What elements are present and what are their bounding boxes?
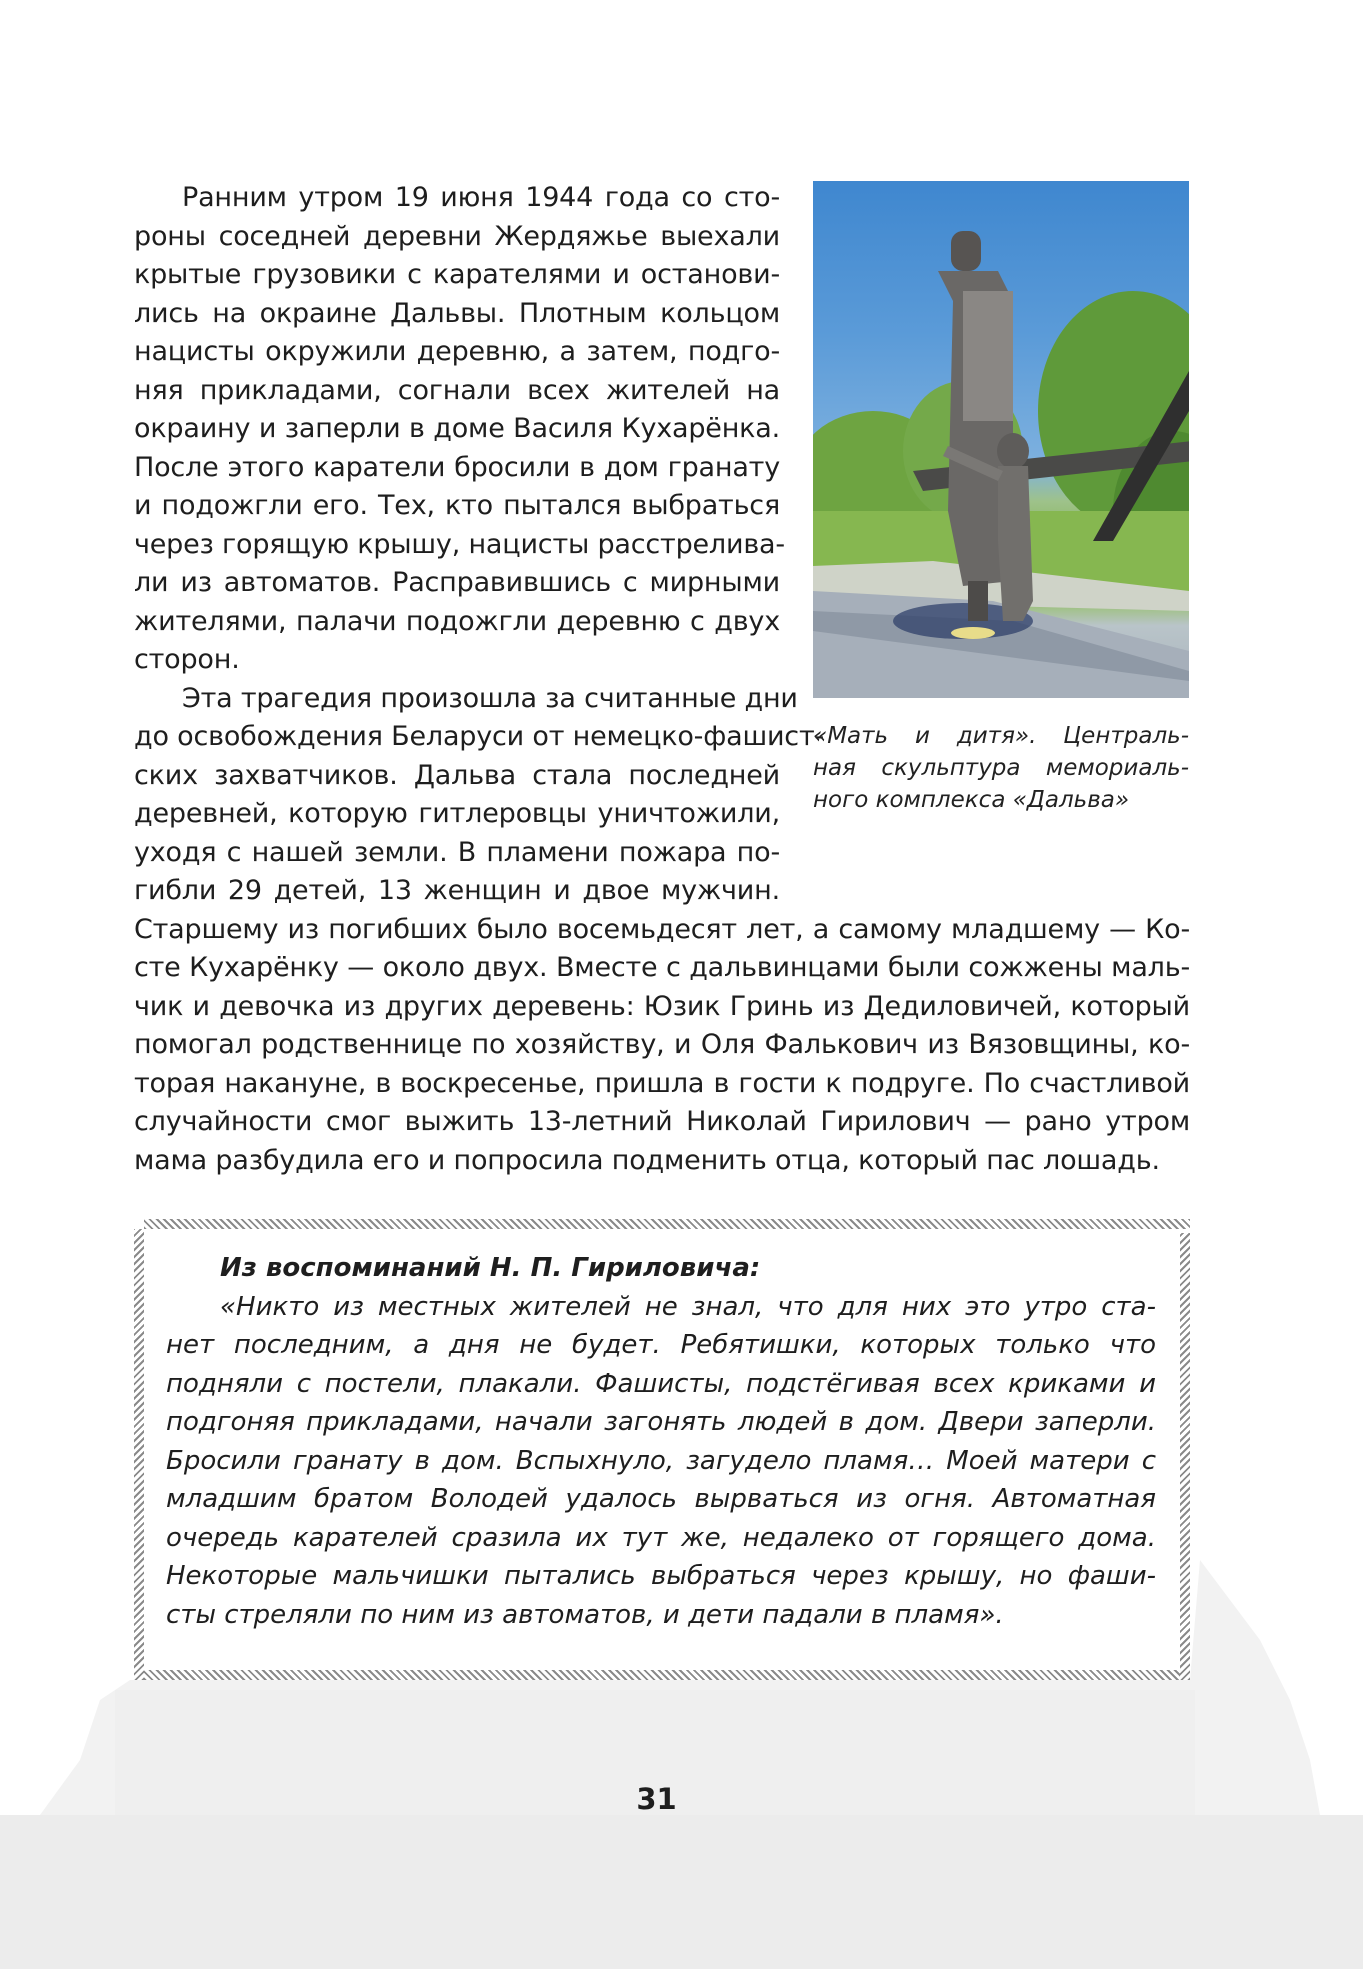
body-text-line: чик и девочка из других деревень: Юзик Гринь из Дедиловичей, который [134, 990, 1190, 1022]
body-text-line: лись на окраине Дальвы. Плотным кольцом [134, 297, 780, 329]
hatched-border-right [1180, 1233, 1190, 1680]
hatched-border-top [144, 1219, 1190, 1229]
quote-line: нет последним, а дня не будет. Ребятишки, которых только что [166, 1330, 1156, 1360]
hatched-border-left [134, 1229, 144, 1680]
body-text-line: мама разбудила его и попросила подменить отца, который пас лошадь. [134, 1144, 1160, 1176]
body-text-line: роны соседней деревни Жердяжье выехали [134, 220, 780, 252]
body-text-line: торая накануне, в воскресенье, пришла в гости к подруге. По счастливой [134, 1067, 1190, 1099]
memorial-sculpture-photo [813, 181, 1189, 698]
quote-line: младшим братом Володей удалось вырваться из огня. Автоматная [166, 1484, 1156, 1514]
body-text-line: деревней, которую гитлеровцы уничтожили, [134, 798, 780, 829]
quote-line: подняли с постели, плакали. Фашисты, подстёгивая всех криками и [166, 1368, 1156, 1399]
body-text-line: через горящую крышу, нацисты расстрелива- [134, 528, 785, 560]
body-text-line: ли из автоматов. Расправившись с мирными [134, 567, 780, 598]
body-text-line: нацисты окружили деревню, а затем, подго- [134, 336, 780, 367]
quote-line: подгоняя прикладами, начали загонять людей в дом. Двери заперли. [166, 1407, 1156, 1437]
quote-title: Из воспоминаний Н. П. Гириловича: [220, 1253, 761, 1283]
body-text-line: жителями, палачи подожгли деревню с двух [134, 605, 780, 637]
photo-caption-line: «Мать и дитя». Централь- [813, 723, 1189, 749]
page-number: 31 [636, 1782, 677, 1816]
body-text-line: помогал родственнице по хозяйству, и Оля Фалькович из Вязовщины, ко- [134, 1029, 1190, 1060]
body-text-line: гибли 29 детей, 13 женщин и двое мужчин. [134, 875, 780, 906]
body-text-line: ских захватчиков. Дальва стала последней [134, 759, 780, 791]
bottom-gray-band [0, 1815, 1363, 1969]
quote-line: очередь карателей сразила их тут же, недалеко от горящего дома. [166, 1522, 1156, 1553]
body-text-line: до освобождения Беларуси от немецко-фашист- [134, 721, 825, 752]
body-text-line: После этого каратели бросили в дом гранату [134, 451, 780, 483]
memoir-quote-box [134, 1219, 1190, 1680]
body-text-line: Ранним утром 19 июня 1944 года со сто- [182, 182, 780, 213]
hatched-border-bottom [144, 1670, 1180, 1680]
photo-caption-line: ного комплекса «Дальва» [813, 787, 1130, 813]
body-text-line: и подожгли его. Тех, кто пытался выбраться [134, 490, 780, 521]
sculpture-illustration [813, 181, 1189, 698]
body-text-line: Старшему из погибших было восемьдесят лет, а самому младшему — Ко- [134, 913, 1190, 945]
body-text-line: случайности смог выжить 13-летний Николай Гирилович — рано утром [134, 1106, 1190, 1137]
photo-caption-line: ная скульптура мемориаль- [813, 755, 1189, 781]
quote-line: Некоторые мальчишки пытались выбраться через крышу, но фаши- [166, 1561, 1156, 1591]
body-text-line: Эта трагедия произошла за считанные дни [182, 682, 798, 714]
quote-line: Бросили гранату в дом. Вспыхнуло, загудело пламя… Моей матери с [166, 1445, 1156, 1476]
body-text-line: няя прикладами, согнали всех жителей на [134, 374, 780, 406]
body-text-line: сторон. [134, 644, 240, 675]
quote-line: сты стреляли по ним из автоматов, и дети падали в пламя». [166, 1599, 1004, 1630]
body-text-line: сте Кухарёнку — около двух. Вместе с дальвинцами были сожжены маль- [134, 952, 1190, 983]
body-text-line: крытые грузовики с карателями и останови- [134, 259, 780, 290]
quote-line: «Никто из местных жителей не знал, что для них это утро ста- [220, 1291, 1156, 1322]
body-text-line: уходя с нашей земли. В пламени пожара по- [134, 836, 780, 868]
body-text-line: окраину и заперли в доме Василя Кухарёнка. [134, 413, 780, 444]
